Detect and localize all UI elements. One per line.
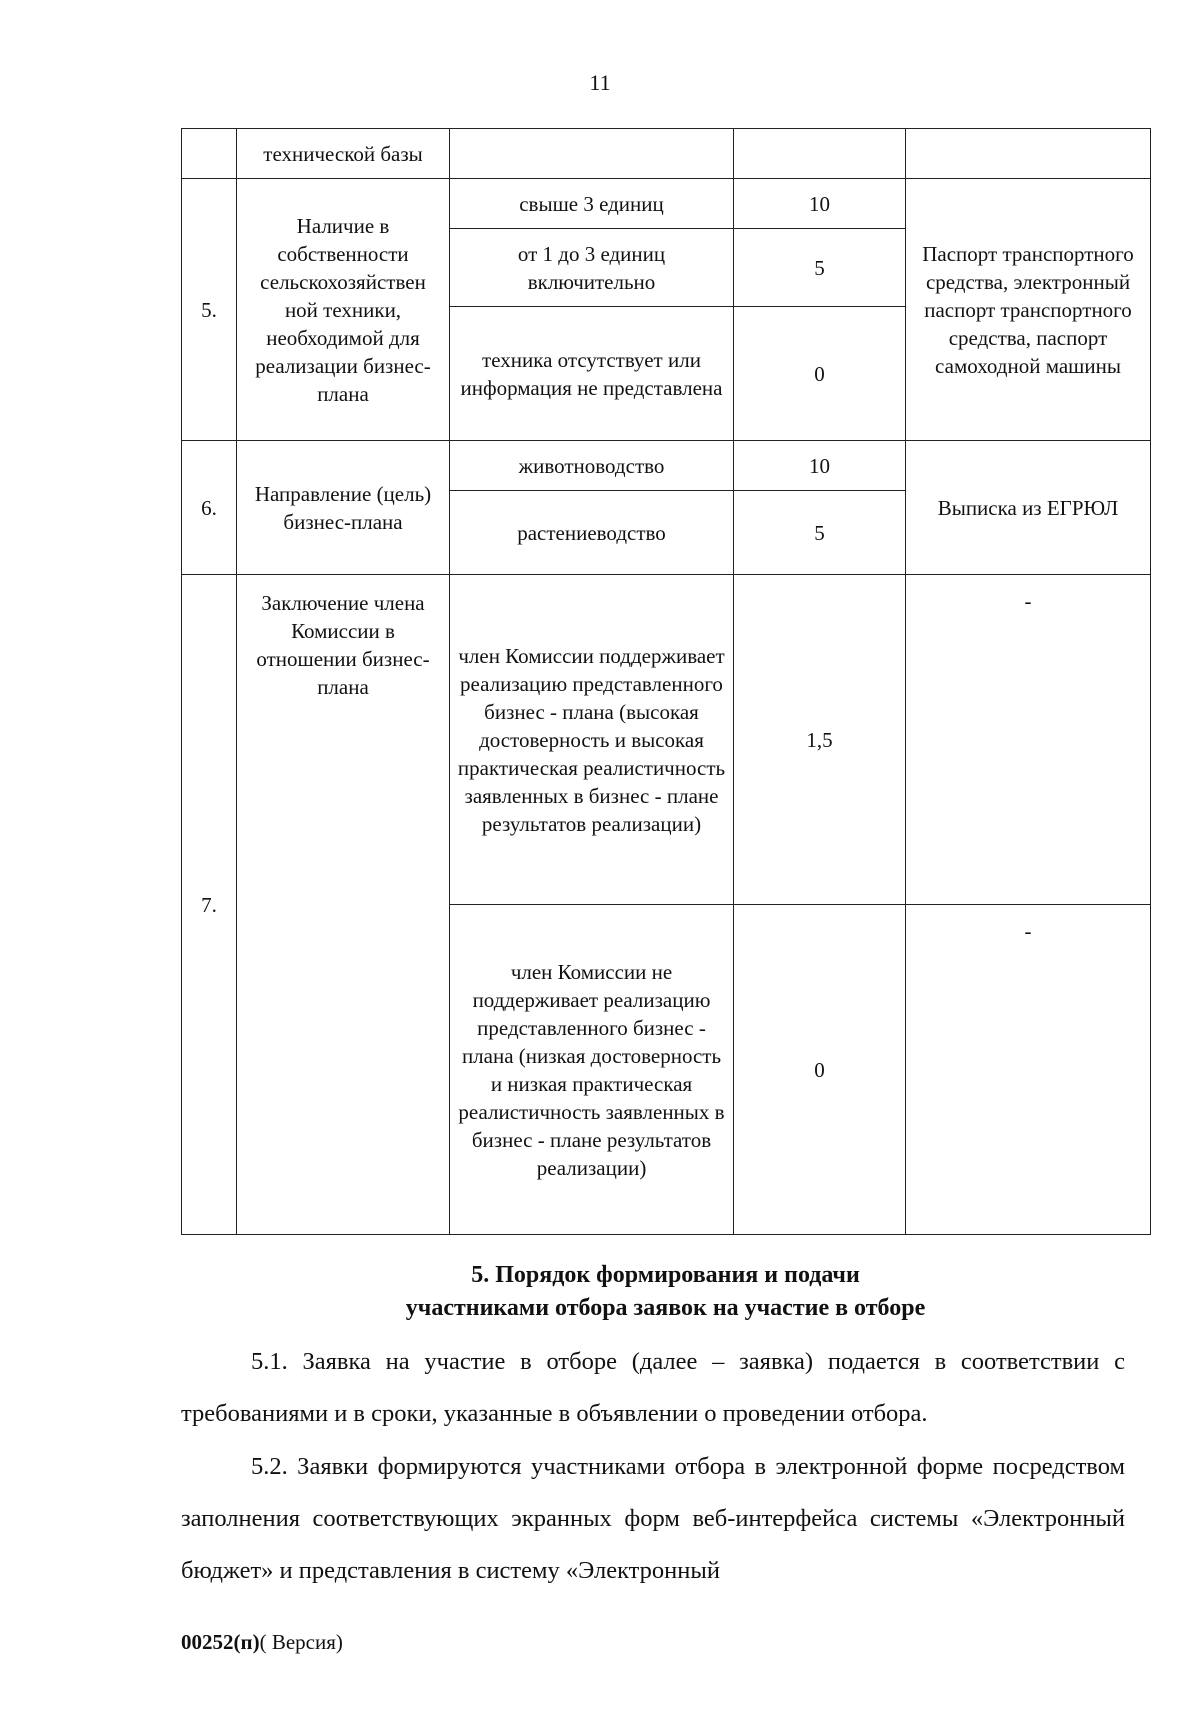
value-cell: растениеводство xyxy=(450,491,734,575)
value-cell: член Комиссии не поддерживает реализацию представленного бизнес - плана (низкая достоверность и низкая практическая реалистичность заявленных в бизнес - плане результатов реализации) xyxy=(450,905,734,1235)
document-footer xyxy=(181,1630,343,1655)
criterion-cell: Наличие в собственности сельскохозяйствен ной техники, необходимой для реализации бизнес-плана xyxy=(237,179,450,441)
document-cell: Выписка из ЕГРЮЛ xyxy=(906,441,1151,575)
section-heading-line: участниками отбора заявок на участие в отборе xyxy=(405,1295,926,1321)
value-cell: техника отсутствует или информация не представлена xyxy=(450,307,734,441)
section-heading-line: 5. Порядок формирования и подачи xyxy=(471,1262,860,1288)
points-cell: 1,5 xyxy=(734,575,906,905)
page-number: 11 xyxy=(589,70,611,95)
table-row xyxy=(182,441,1151,491)
row-number: 7. xyxy=(182,575,237,1235)
criterion-cell: технической базы xyxy=(237,129,450,179)
points-cell: 10 xyxy=(734,179,906,229)
row-number: 5. xyxy=(182,179,237,441)
criterion-cell: Направление (цель) бизнес-плана xyxy=(237,441,450,575)
document-cell xyxy=(906,129,1151,179)
points-cell: 0 xyxy=(734,307,906,441)
document-cell: - xyxy=(906,905,1151,1235)
criterion-cell: Заключение члена Комиссии в отношении бизнес-плана xyxy=(237,575,450,1235)
criteria-table xyxy=(181,128,1151,1235)
points-cell: 0 xyxy=(734,905,906,1235)
paragraph-5-2: 5.2. Заявки формируются участниками отбора в электронной форме посредством заполнения соответствующих экранных форм веб-интерфейса системы «Электронный бюджет» и представления в систему «Электронный xyxy=(181,1453,1125,1584)
points-cell: 10 xyxy=(734,441,906,491)
table-row xyxy=(182,129,1151,179)
value-cell: свыше 3 единиц xyxy=(450,179,734,229)
value-cell: от 1 до 3 единиц включительно xyxy=(450,229,734,307)
value-cell xyxy=(450,129,734,179)
points-cell: 5 xyxy=(734,229,906,307)
points-cell xyxy=(734,129,906,179)
document-version: ( Версия) xyxy=(259,1630,343,1654)
row-number: 6. xyxy=(182,441,237,575)
table-row xyxy=(182,575,1151,905)
table-row xyxy=(182,179,1151,229)
document-cell: - xyxy=(906,575,1151,905)
document-cell: Паспорт транспортного средства, электронный паспорт транспортного средства, паспорт самоходной машины xyxy=(906,179,1151,441)
points-cell: 5 xyxy=(734,491,906,575)
section-heading xyxy=(181,1259,1150,1325)
value-cell: животноводство xyxy=(450,441,734,491)
row-number xyxy=(182,129,237,179)
value-cell: член Комиссии поддерживает реализацию представленного бизнес - плана (высокая достоверность и высокая практическая реалистичность заявленных в бизнес - плане результатов реализации) xyxy=(450,575,734,905)
paragraph-5-1: 5.1. Заявка на участие в отборе (далее – заявка) подается в соответствии с требованиями и в сроки, указанные в объявлении о проведении отбора. xyxy=(181,1348,1125,1427)
document-code: 00252(п) xyxy=(181,1630,260,1654)
